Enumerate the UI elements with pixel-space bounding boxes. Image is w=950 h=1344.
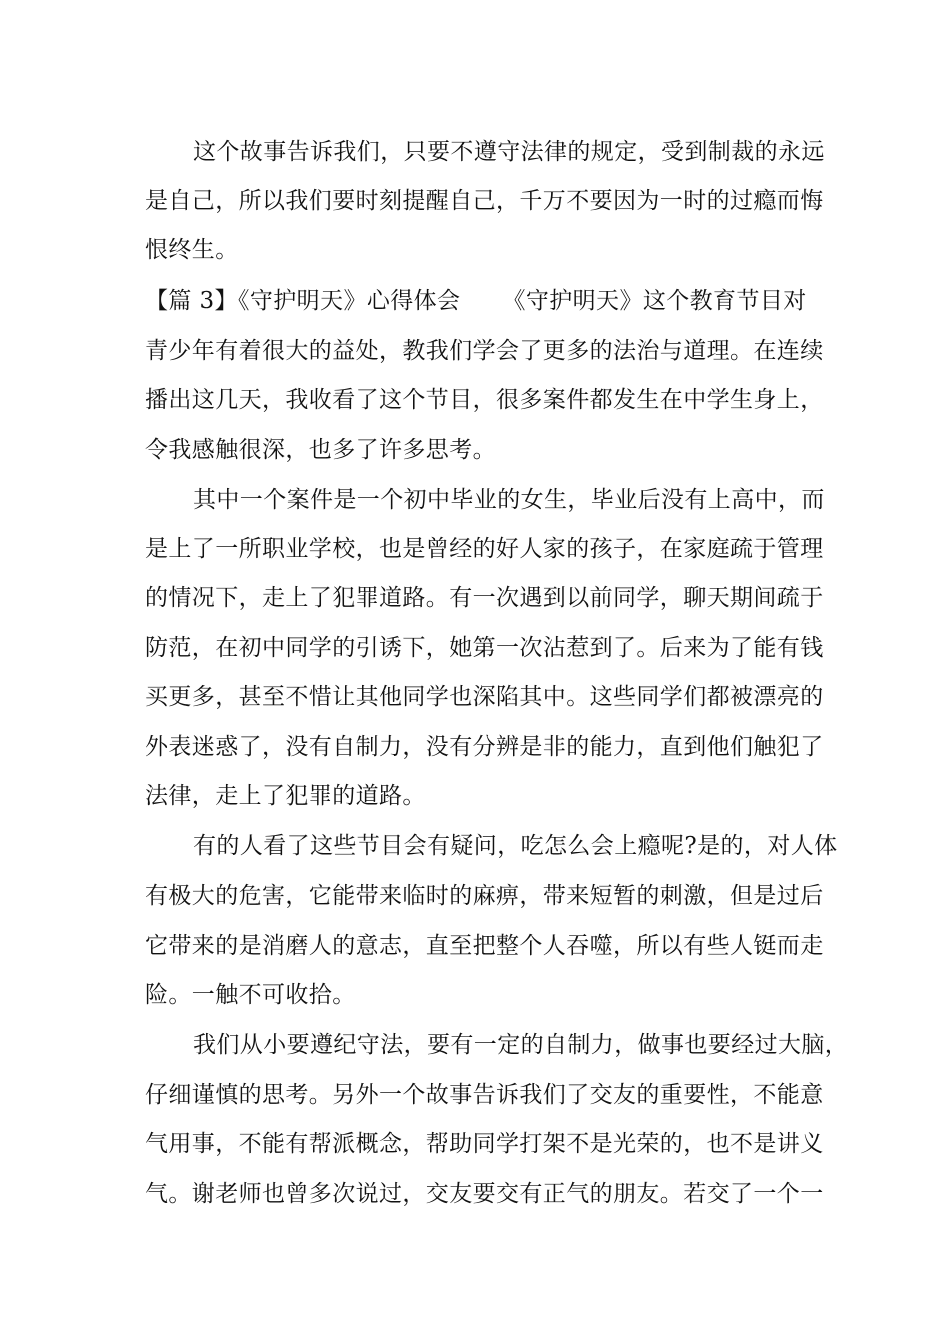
paragraph-3-line-7: 法律，走上了犯罪的道路。 (145, 783, 426, 809)
paragraph-1-line-1: 这个故事告诉我们，只要不遵守法律的规定，受到制裁的永远 (193, 139, 825, 165)
paragraph-5-line-3: 气用事，不能有帮派概念，帮助同学打架不是光荣的，也不是讲义 (145, 1131, 824, 1157)
section-3-first-line: 《守护明天》这个教育节目对 (502, 288, 807, 314)
section-3-line-4: 令我感触很深，也多了许多思考。 (145, 437, 496, 463)
section-3-line-2: 青少年有着很大的益处，教我们学会了更多的法治与道理。在连续 (145, 338, 824, 364)
paragraph-3-line-6: 外表迷惑了，没有自制力，没有分辨是非的能力，直到他们触犯了 (145, 734, 824, 760)
paragraph-3-line-1: 其中一个案件是一个初中毕业的女生，毕业后没有上高中，而 (193, 487, 825, 513)
section-3-line-3: 播出这几天，我收看了这个节目，很多案件都发生在中学生身上， (145, 387, 824, 413)
paragraph-1-line-3: 恨终生。 (145, 237, 239, 263)
paragraph-4-line-1: 有的人看了这些节目会有疑问，吃怎么会上瘾呢?是的，对人体 (193, 833, 838, 859)
paragraph-5-line-4: 气。谢老师也曾多次说过，交友要交有正气的朋友。若交了一个一 (145, 1181, 824, 1207)
section-3-tag: 【篇 3】 (145, 288, 238, 314)
paragraph-4-line-3: 它带来的是消磨人的意志，直至把整个人吞噬，所以有些人铤而走 (145, 933, 824, 959)
paragraph-3-line-2: 是上了一所职业学校，也是曾经的好人家的孩子，在家庭疏于管理 (145, 536, 824, 562)
paragraph-1-line-2: 是自己，所以我们要时刻提醒自己，千万不要因为一时的过瘾而悔 (145, 188, 824, 214)
paragraph-3-line-4: 防范，在初中同学的引诱下，她第一次沾惹到了。后来为了能有钱 (145, 635, 824, 661)
paragraph-4-line-4: 险。一触不可收拾。 (145, 982, 356, 1008)
paragraph-5-line-2: 仔细谨慎的思考。另外一个故事告诉我们了交友的重要性，不能意 (145, 1082, 824, 1108)
section-3-title: 《守护明天》心得体会 (237, 288, 461, 314)
section-3-heading-line (145, 286, 815, 316)
paragraph-4-line-2: 有极大的危害，它能带来临时的麻痹，带来短暂的刺激，但是过后 (145, 883, 824, 909)
paragraph-5-line-1: 我们从小要遵纪守法，要有一定的自制力，做事也要经过大脑， (193, 1032, 849, 1058)
paragraph-3-line-5: 买更多，甚至不惜让其他同学也深陷其中。这些同学们都被漂亮的 (145, 684, 824, 710)
paragraph-3-line-3: 的情况下，走上了犯罪道路。有一次遇到以前同学，聊天期间疏于 (145, 585, 824, 611)
